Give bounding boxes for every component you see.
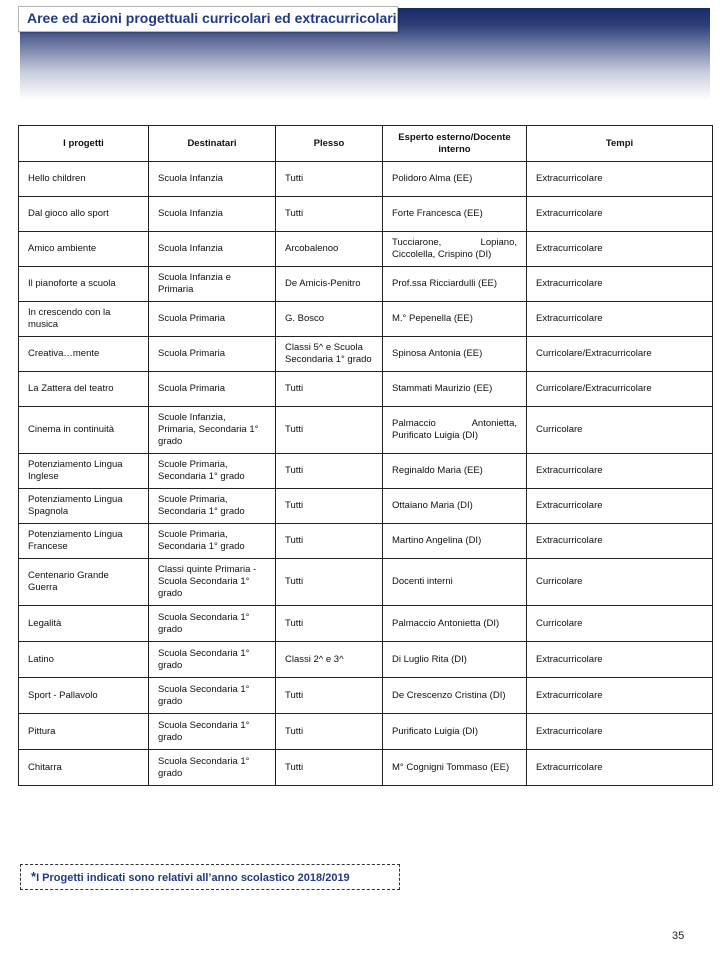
cell-progetto: Pittura [19,714,149,750]
cell-progetto: La Zattera del teatro [19,372,149,407]
table-row [19,302,713,337]
cell-tempi: Curricolare/Extracurricolare [527,372,713,407]
table-row [19,559,713,606]
cell-plesso: Tutti [276,372,383,407]
cell-destinatari: Scuola Secondaria 1° grado [149,678,276,714]
table-row [19,162,713,197]
column-header: I progetti [19,126,149,162]
cell-plesso: Tutti [276,606,383,642]
cell-destinatari: Scuole Infanzia, Primaria, Secondaria 1° grado [149,407,276,454]
cell-plesso: Classi 5^ e Scuola Secondaria 1° grado [276,337,383,372]
cell-destinatari: Scuola Infanzia [149,162,276,197]
cell-tempi: Extracurricolare [527,678,713,714]
projects-table [18,125,713,786]
table-row [19,372,713,407]
cell-esperto: De Crescenzo Cristina (DI) [383,678,527,714]
table-row [19,714,713,750]
table-row [19,750,713,786]
cell-progetto: Cinema in continuità [19,407,149,454]
column-header: Destinatari [149,126,276,162]
cell-esperto: Di Luglio Rita (DI) [383,642,527,678]
cell-esperto: Polidoro Alma (EE) [383,162,527,197]
cell-tempi: Curricolare [527,559,713,606]
cell-esperto: Palmaccio Antonietta (DI) [383,606,527,642]
cell-progetto: Chitarra [19,750,149,786]
cell-destinatari: Scuole Primaria, Secondaria 1° grado [149,489,276,524]
cell-destinatari: Scuola Primaria [149,372,276,407]
cell-destinatari: Scuola Secondaria 1° grado [149,714,276,750]
cell-plesso: Classi 2^ e 3^ [276,642,383,678]
table-row [19,407,713,454]
cell-tempi: Extracurricolare [527,714,713,750]
table-row [19,454,713,489]
cell-plesso: Tutti [276,162,383,197]
cell-destinatari: Scuole Primaria, Secondaria 1° grado [149,454,276,489]
table-row [19,606,713,642]
cell-progetto: Dal gioco allo sport [19,197,149,232]
cell-tempi: Extracurricolare [527,162,713,197]
table-row [19,197,713,232]
cell-destinatari: Scuola Secondaria 1° grado [149,642,276,678]
cell-esperto: Tucciarone, Lopiano, Ciccolella, Crispino (DI) [383,232,527,267]
cell-plesso: De Amicis-Penitro [276,267,383,302]
cell-destinatari: Scuola Infanzia [149,197,276,232]
cell-progetto: Il pianoforte a scuola [19,267,149,302]
cell-destinatari: Scuola Secondaria 1° grado [149,606,276,642]
cell-progetto: Legalità [19,606,149,642]
footnote-text: I Progetti indicati sono relativi all’anno scolastico 2018/2019 [36,872,350,884]
footnote-star: * [31,869,37,884]
table-row [19,524,713,559]
cell-destinatari: Scuola Primaria [149,302,276,337]
cell-tempi: Curricolare [527,407,713,454]
table-row [19,678,713,714]
cell-tempi: Extracurricolare [527,197,713,232]
cell-esperto: Prof.ssa Ricciardulli (EE) [383,267,527,302]
cell-tempi: Extracurricolare [527,524,713,559]
table-row [19,267,713,302]
cell-esperto: Spinosa Antonia (EE) [383,337,527,372]
cell-tempi: Extracurricolare [527,750,713,786]
cell-progetto: Centenario Grande Guerra [19,559,149,606]
cell-plesso: Tutti [276,524,383,559]
table-row [19,232,713,267]
table-row [19,642,713,678]
table-header-row [19,126,713,162]
cell-plesso: Tutti [276,750,383,786]
cell-tempi: Extracurricolare [527,642,713,678]
cell-destinatari: Scuole Primaria, Secondaria 1° grado [149,524,276,559]
cell-plesso: Tutti [276,489,383,524]
cell-esperto: Palmaccio Antonietta, Purificato Luigia (DI) [383,407,527,454]
cell-plesso: Tutti [276,197,383,232]
cell-plesso: Tutti [276,407,383,454]
cell-esperto: M.° Pepenella (EE) [383,302,527,337]
cell-progetto: Latino [19,642,149,678]
table-body [19,162,713,786]
cell-tempi: Curricolare/Extracurricolare [527,337,713,372]
column-header: Esperto esterno/Docente interno [383,126,527,162]
cell-progetto: Sport - Pallavolo [19,678,149,714]
cell-destinatari: Scuola Infanzia e Primaria [149,267,276,302]
cell-plesso: Tutti [276,559,383,606]
cell-esperto: Docenti interni [383,559,527,606]
cell-progetto: Hello children [19,162,149,197]
footnote-box [20,864,400,890]
page-title: Aree ed azioni progettuali curricolari ed extracurricolari [18,6,398,32]
cell-esperto: Stammati Maurizio (EE) [383,372,527,407]
page-number: 35 [672,930,685,942]
cell-destinatari: Scuola Secondaria 1° grado [149,750,276,786]
cell-progetto: Creativa…mente [19,337,149,372]
cell-esperto: Forte Francesca (EE) [383,197,527,232]
cell-plesso: Tutti [276,454,383,489]
cell-destinatari: Classi quinte Primaria - Scuola Secondaria 1° grado [149,559,276,606]
cell-progetto: Potenziamento Lingua Spagnola [19,489,149,524]
table-row [19,337,713,372]
cell-esperto: Martino Angelina (DI) [383,524,527,559]
cell-tempi: Curricolare [527,606,713,642]
cell-plesso: G. Bosco [276,302,383,337]
cell-tempi: Extracurricolare [527,267,713,302]
cell-esperto: Purificato Luigia (DI) [383,714,527,750]
cell-esperto: Reginaldo Maria (EE) [383,454,527,489]
table-row [19,489,713,524]
cell-progetto: Potenziamento Lingua Francese [19,524,149,559]
column-header: Tempi [527,126,713,162]
cell-esperto: M° Cognigni Tommaso (EE) [383,750,527,786]
cell-plesso: Tutti [276,714,383,750]
cell-plesso: Arcobalenoo [276,232,383,267]
cell-tempi: Extracurricolare [527,302,713,337]
cell-progetto: In crescendo con la musica [19,302,149,337]
cell-progetto: Amico ambiente [19,232,149,267]
cell-destinatari: Scuola Primaria [149,337,276,372]
cell-tempi: Extracurricolare [527,232,713,267]
cell-esperto: Ottaiano Maria (DI) [383,489,527,524]
cell-destinatari: Scuola Infanzia [149,232,276,267]
column-header: Plesso [276,126,383,162]
cell-tempi: Extracurricolare [527,454,713,489]
cell-plesso: Tutti [276,678,383,714]
cell-tempi: Extracurricolare [527,489,713,524]
cell-progetto: Potenziamento Lingua Inglese [19,454,149,489]
